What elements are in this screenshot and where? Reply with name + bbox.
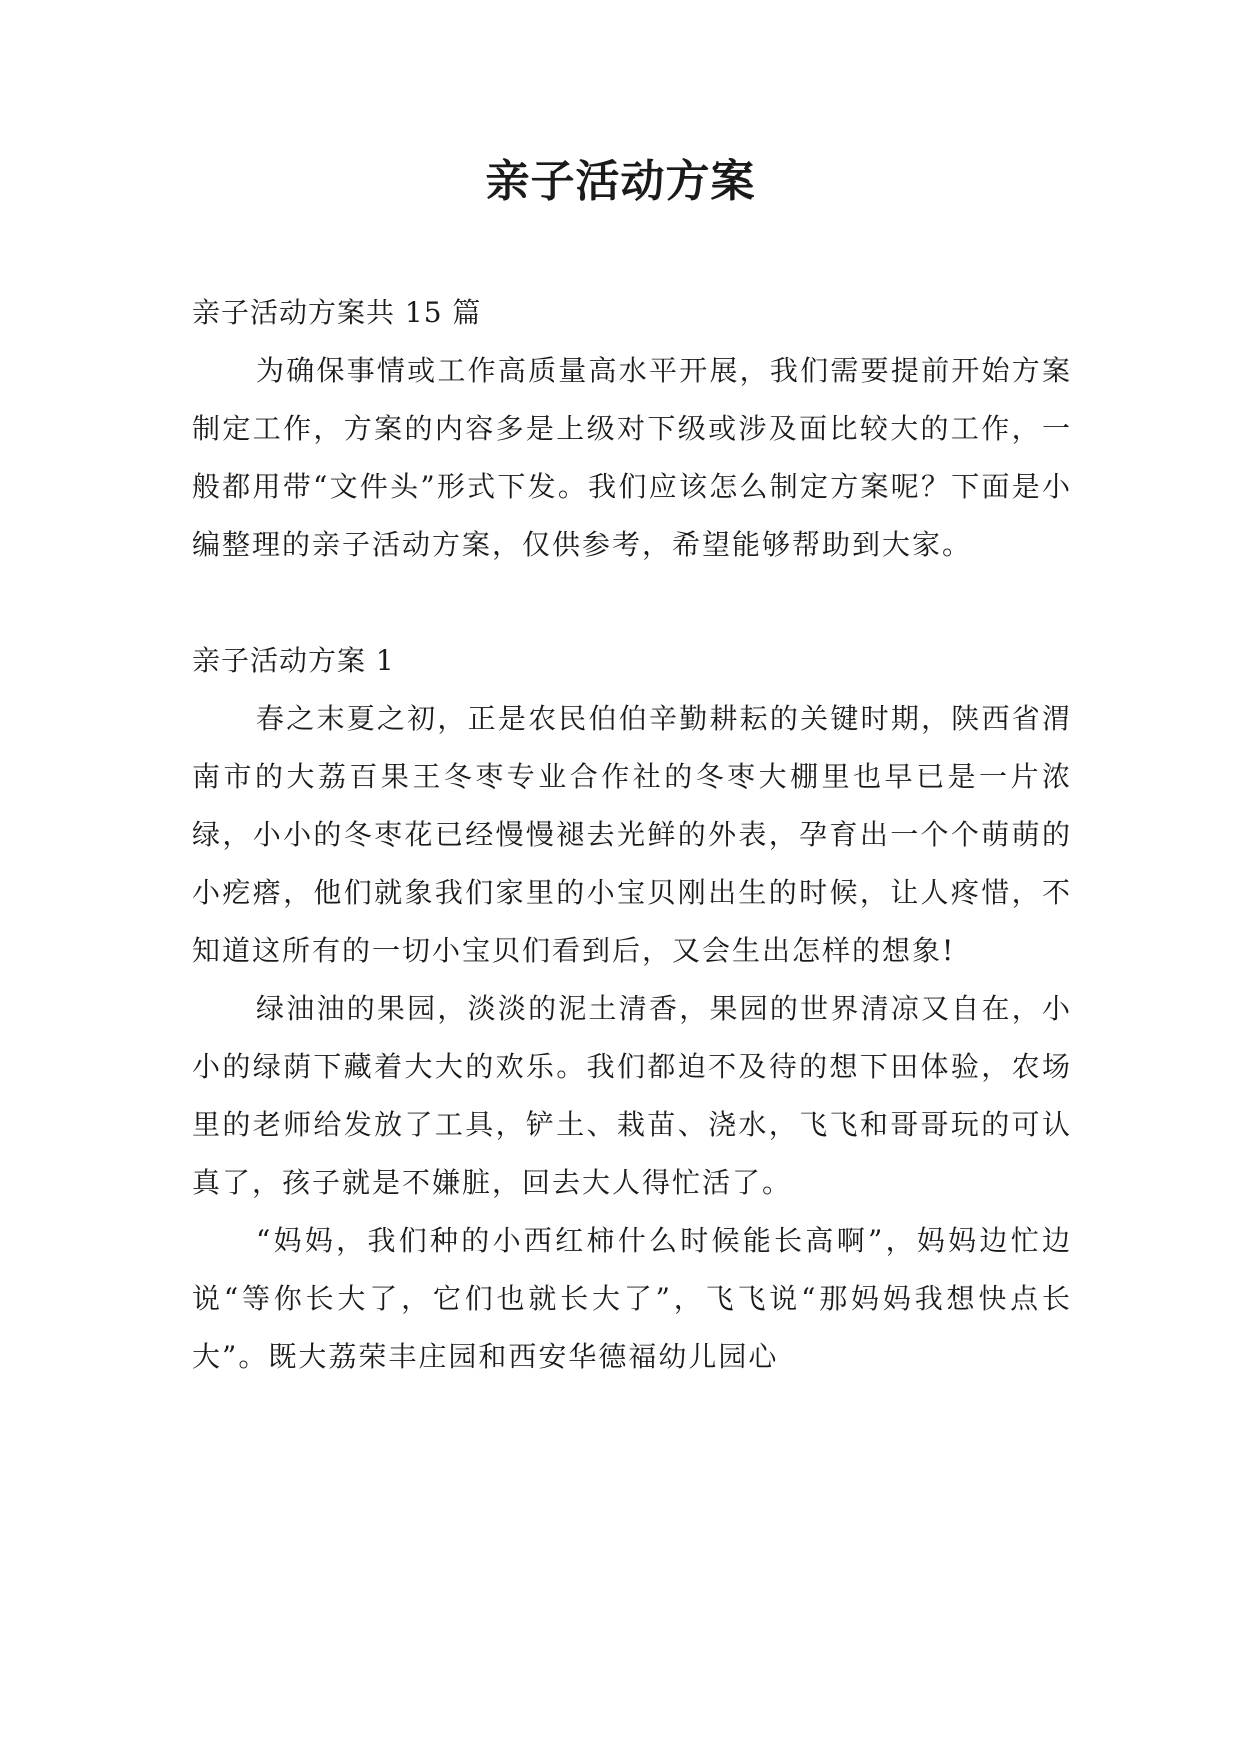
body-paragraph: 春之末夏之初，正是农民伯伯辛勤耕耘的关键时期，陕西省渭南市的大荔百果王冬枣专业合作社的冬枣大棚里也早已是一片浓绿，小小的冬枣花已经慢慢褪去光鲜的外表，孕育出一个个萌萌的小疙瘩，他们就象我们家里的小宝贝刚出生的时候，让人疼惜，不知道这所有的一切小宝贝们看到后，又会生出怎样的想象!: [192, 702, 1072, 967]
body-paragraph: 绿油油的果园，淡淡的泥土清香，果园的世界清凉又自在，小小的绿荫下藏着大大的欢乐。我们都迫不及待的想下田体验，农场里的老师给发放了工具，铲土、栽苗、浇水，飞飞和哥哥玩的可认真了，孩子就是不嫌脏，回去大人得忙活了。: [192, 992, 1072, 1199]
body-paragraph: “妈妈，我们种的小西红柿什么时候能长高啊”，妈妈边忙边说“等你长大了，它们也就长大了”，飞飞说“那妈妈我想快点长大”。既大荔荣丰庄园和西安华德福幼儿园心: [192, 1224, 1072, 1373]
collection-heading: 亲子活动方案共 15 篇: [192, 296, 482, 329]
section-heading: 亲子活动方案 1: [192, 644, 395, 677]
document-body: [192, 284, 1072, 1386]
document-title: 亲子活动方案: [485, 156, 756, 207]
intro-paragraph: 为确保事情或工作高质量高水平开展，我们需要提前开始方案制定工作，方案的内容多是上级对下级或涉及面比较大的工作，一般都用带“文件头”形式下发。我们应该怎么制定方案呢？下面是小编整理的亲子活动方案，仅供参考，希望能够帮助到大家。: [192, 354, 1072, 561]
